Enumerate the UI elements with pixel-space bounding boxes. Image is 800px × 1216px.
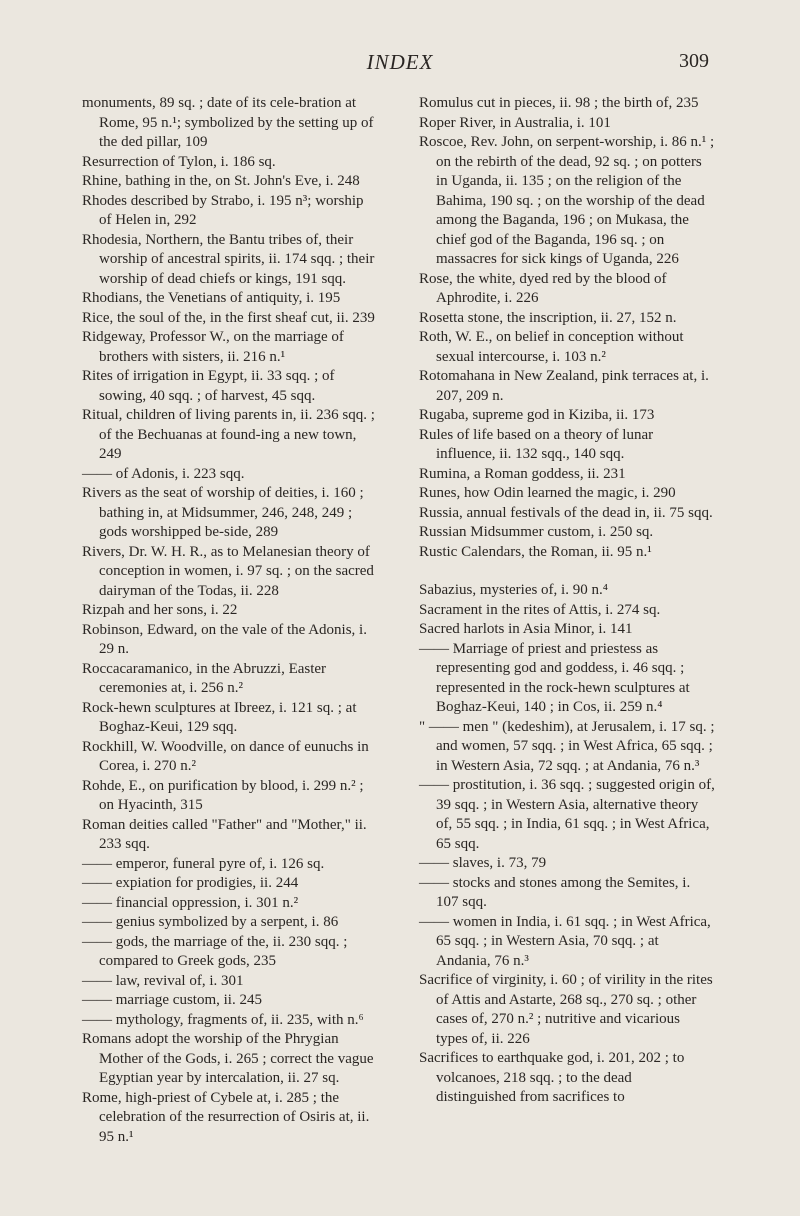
index-entry: —— of Adonis, i. 223 sqq. <box>82 465 245 482</box>
index-entry: Sacred harlots in Asia Minor, i. 141 <box>419 621 633 637</box>
index-entry: Rizpah and her sons, i. 22 <box>82 602 238 618</box>
index-entry: Sacrifices to earthquake god, i. 201, 202 ; to volcanoes, 218 sqq. ; to the dead distinguished from sacrifices to <box>419 1050 685 1105</box>
index-entry: —— genius symbolized by a serpent, i. 86 <box>82 914 339 930</box>
index-entry: —— prostitution, i. 36 sqq. ; suggested origin of, 39 sqq. ; in Western Asia, alternative theory of, 55 sqq. ; in India, 61 sqq. ; in West Africa, 65 sqq. <box>419 777 715 852</box>
index-entry: Rhodians, the Venetians of antiquity, i. 195 <box>82 290 341 306</box>
index-entry: Romans adopt the worship of the Phrygian Mother of the Gods, i. 265 ; correct the vague Egyptian year by intercalation, ii. 27 sq. <box>82 1031 374 1086</box>
page-number: 309 <box>679 50 709 72</box>
running-head: INDEX <box>366 50 434 74</box>
index-entry: Sacrifice of virginity, i. 60 ; of virility in the rites of Attis and Astarte, 268 sq., 270 sq. ; other cases of, 270 n.² ; nutritive and vicarious types of, ii. 226 <box>419 972 713 1047</box>
index-entry: Roman deities called "Father" and "Mother," ii. 233 sqq. <box>82 816 367 852</box>
index-entry: —— Marriage of priest and priestess as representing god and goddess, i. 46 sqq. ; represented in the rock-hewn sculptures at Boghaz-Keui, 140 ; in Cos, ii. 259 n.⁴ <box>419 640 690 715</box>
index-entry: Resurrection of Tylon, i. 186 sq. <box>82 153 276 170</box>
index-entry: Rome, high-priest of Cybele at, i. 285 ; the celebration of the resurrection of Osiris at, ii. 95 n.¹ <box>82 1089 370 1145</box>
index-entry: Rules of life based on a theory of lunar influence, ii. 132 sqq., 140 sqq. <box>419 426 654 462</box>
index-entry: Rhodes described by Strabo, i. 195 n³; worship of Helen in, 292 <box>82 192 364 228</box>
index-entry: Rockhill, W. Woodville, on dance of eunuchs in Corea, i. 270 n.² <box>82 738 369 774</box>
index-entry: —— gods, the marriage of the, ii. 230 sqq. ; compared to Greek gods, 235 <box>82 933 348 969</box>
index-entry: Rhine, bathing in the, on St. John's Eve, i. 248 <box>82 173 360 189</box>
index-entry: Rugaba, supreme god in Kiziba, ii. 173 <box>419 407 655 423</box>
index-entry: —— expiation for prodigies, ii. 244 <box>82 875 299 891</box>
index-entry: Roth, W. E., on belief in conception without sexual intercourse, i. 103 n.² <box>419 329 684 365</box>
index-entry: Runes, how Odin learned the magic, i. 290 <box>419 485 676 501</box>
index-entry: —— mythology, fragments of, ii. 235, with n.⁶ <box>82 1011 364 1028</box>
index-entry: —— emperor, funeral pyre of, i. 126 sq. <box>82 855 325 872</box>
index-entry: —— law, revival of, i. 301 <box>82 972 244 989</box>
index-entry: Rivers, Dr. W. H. R., as to Melanesian theory of conception in women, i. 97 sq. ; on the sacred dairyman of the Todas, ii. 228 <box>82 543 374 599</box>
index-entry: Russia, annual festivals of the dead in, ii. 75 sqq. <box>419 504 713 521</box>
index-entry: Ridgeway, Professor W., on the marriage of brothers with sisters, ii. 216 n.¹ <box>82 329 344 365</box>
index-entry: —— marriage custom, ii. 245 <box>82 992 262 1008</box>
index-entry: Rotomahana in New Zealand, pink terraces at, i. 207, 209 n. <box>419 368 709 404</box>
index-entry: —— slaves, i. 73, 79 <box>419 855 547 871</box>
index-entry: " —— men " (kedeshim), at Jerusalem, i. 17 sq. ; and women, 57 sqq. ; in West Africa, 65 sqq. ; in Western Asia, 72 sqq. ; at Andania, 76 n.³ <box>419 718 715 774</box>
index-entry: Robinson, Edward, on the vale of the Adonis, i. 29 n. <box>82 621 367 657</box>
index-entry: Rustic Calendars, the Roman, ii. 95 n.¹ <box>419 543 652 560</box>
right-column <box>419 94 715 1108</box>
index-entry: Ritual, children of living parents in, ii. 236 sqq. ; of the Bechuanas at found-ing a new town, 249 <box>82 407 375 462</box>
index-entry: Sabazius, mysteries of, i. 90 n.⁴ <box>419 582 608 598</box>
index-entry: Rohde, E., on purification by blood, i. 299 n.² ; on Hyacinth, 315 <box>82 777 364 813</box>
index-entry: Roccacaramanico, in the Abruzzi, Easter ceremonies at, i. 256 n.² <box>82 660 327 696</box>
index-entry: —— stocks and stones among the Semites, i. 107 sqq. <box>419 874 691 910</box>
index-entry: Romulus cut in pieces, ii. 98 ; the birth of, 235 <box>419 95 699 111</box>
left-column <box>82 94 378 1147</box>
index-entry: Rose, the white, dyed red by the blood of Aphrodite, i. 226 <box>419 270 667 306</box>
index-entry: Rivers as the seat of worship of deities, i. 160 ; bathing in, at Midsummer, 246, 248, 249 ; gods worshipped be-side, 289 <box>82 485 364 540</box>
index-entry: Rites of irrigation in Egypt, ii. 33 sqq. ; of sowing, 40 sqq. ; of harvest, 45 sqq. <box>82 368 335 404</box>
index-entry: Sacrament in the rites of Attis, i. 274 sq. <box>419 601 661 618</box>
index-entry: Rosetta stone, the inscription, ii. 27, 152 n. <box>419 309 677 326</box>
index-entry: monuments, 89 sq. ; date of its cele-bration at Rome, 95 n.¹; symbolized by the setting up of the ded pillar, 109 <box>82 95 374 150</box>
index-entry: Rice, the soul of the, in the first sheaf cut, ii. 239 <box>82 309 375 326</box>
index-entry: Rock-hewn sculptures at Ibreez, i. 121 sq. ; at Boghaz-Keui, 129 sqq. <box>82 699 357 735</box>
index-entry: Roscoe, Rev. John, on serpent-worship, i. 86 n.¹ ; on the rebirth of the dead, 92 sq. ; on potters in Uganda, ii. 135 ; on the religion of the Bahima, 190 sq. ; on the worship of the dead among the Baganda, 196 ; on Mukasa, the chief god of the Baganda, 196 sq. ; on massacres for sick kings of Uganda, 226 <box>419 134 715 267</box>
index-entry: Rhodesia, Northern, the Bantu tribes of, their worship of ancestral spirits, ii. 174 sqq. ; their worship of dead chiefs or kings, 191 sqq. <box>82 231 375 287</box>
index-entry: Rumina, a Roman goddess, ii. 231 <box>419 465 626 482</box>
index-entry: Russian Midsummer custom, i. 250 sq. <box>419 524 654 540</box>
index-entry: —— financial oppression, i. 301 n.² <box>82 894 299 911</box>
index-entry: Roper River, in Australia, i. 101 <box>419 114 611 131</box>
index-entry: —— women in India, i. 61 sqq. ; in West Africa, 65 sqq. ; in Western Asia, 70 sqq. ; at Andania, 76 n.³ <box>419 913 711 969</box>
